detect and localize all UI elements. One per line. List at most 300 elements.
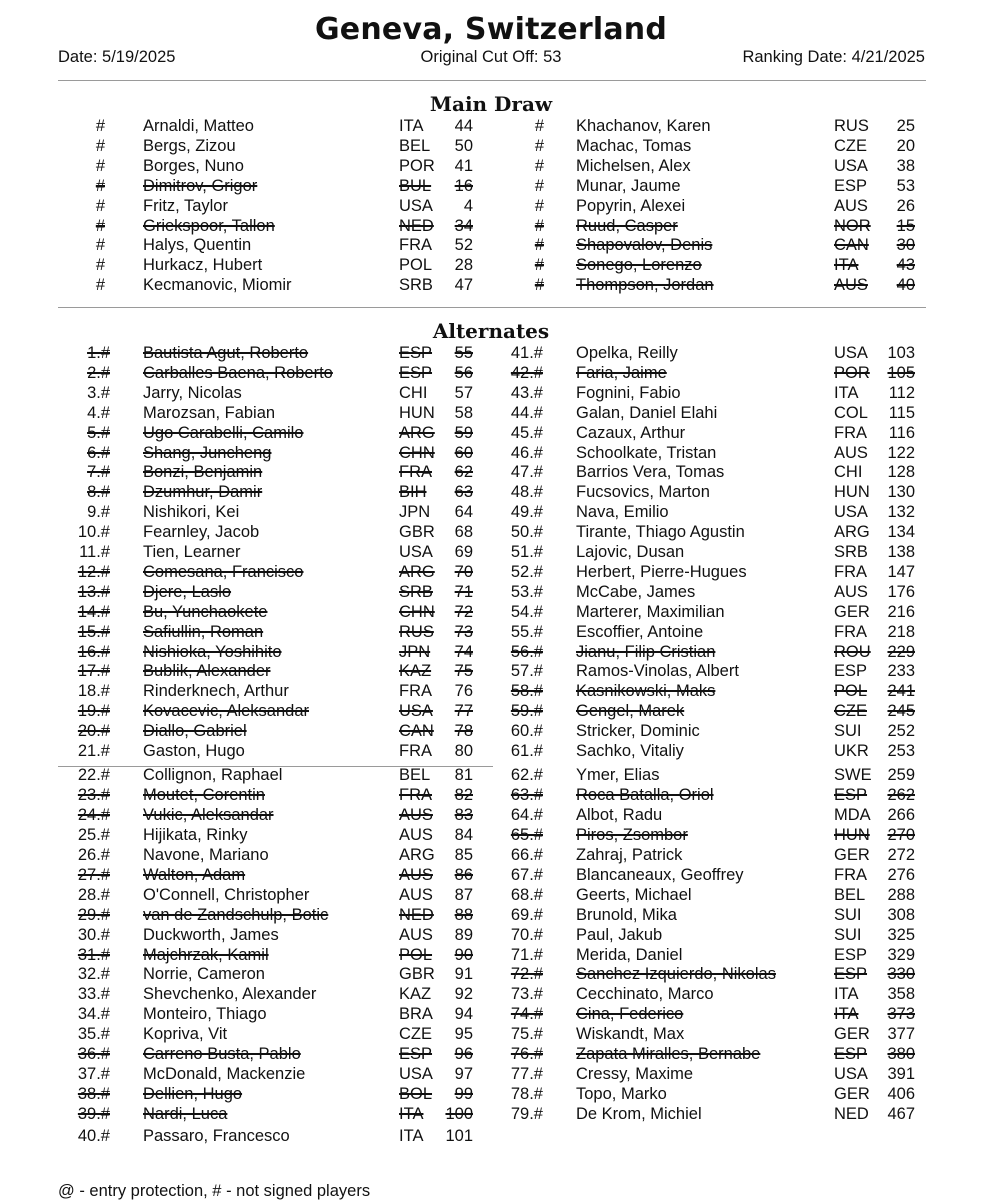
player-country: ROU xyxy=(834,642,871,661)
entry-number: 31.# xyxy=(77,945,110,964)
player-rank: 73 xyxy=(454,622,473,641)
player-row xyxy=(505,275,965,295)
player-rank: 74 xyxy=(454,642,473,661)
player-name: Ymer, Elias xyxy=(576,766,660,785)
player-name: Jarry, Nicolas xyxy=(143,383,242,402)
player-row xyxy=(58,423,518,443)
player-rank: 218 xyxy=(887,622,915,641)
entry-number: 74.# xyxy=(510,1005,543,1024)
player-country: FRA xyxy=(399,236,432,255)
player-name: Borges, Nuno xyxy=(143,156,244,175)
player-row xyxy=(58,482,518,502)
player-row xyxy=(58,542,518,562)
player-rank: 75 xyxy=(454,662,473,681)
entry-number: 36.# xyxy=(77,1045,110,1063)
entry-number: # xyxy=(534,196,544,215)
player-row xyxy=(58,885,518,905)
alternates-title: Alternates xyxy=(432,319,550,343)
player-row xyxy=(505,945,965,965)
player-name: Opelka, Reilly xyxy=(576,344,678,362)
player-rank: 83 xyxy=(454,806,473,825)
entry-number: 29.# xyxy=(77,905,110,924)
player-country: GER xyxy=(834,846,870,864)
player-row xyxy=(505,582,965,602)
entry-number: # xyxy=(95,196,105,215)
player-row xyxy=(505,156,965,176)
entry-number: 13.# xyxy=(77,582,110,601)
player-name: Bublik, Alexander xyxy=(143,662,271,681)
player-row xyxy=(58,1024,518,1044)
player-country: ITA xyxy=(834,985,859,1004)
player-rank: 288 xyxy=(887,885,915,904)
player-row xyxy=(58,825,518,845)
entry-number: 53.# xyxy=(510,582,543,601)
player-name: Duckworth, James xyxy=(143,925,279,944)
player-rank: 272 xyxy=(887,846,915,864)
player-rank: 308 xyxy=(887,905,915,924)
entry-number: 55.# xyxy=(510,622,543,641)
player-country: FRA xyxy=(399,463,432,482)
entry-number: # xyxy=(534,117,544,135)
player-rank: 16 xyxy=(454,176,473,195)
player-rank: 69 xyxy=(454,543,473,561)
entry-number: 73.# xyxy=(510,985,543,1004)
player-country: CZE xyxy=(399,1025,432,1044)
player-country: CHN xyxy=(399,602,435,621)
player-rank: 270 xyxy=(887,826,915,845)
entry-number: 66.# xyxy=(510,846,543,864)
player-rank: 276 xyxy=(887,865,915,884)
player-name: Ugo Carabelli, Camilo xyxy=(143,423,304,442)
player-name: Bu, Yunchaokete xyxy=(143,602,268,621)
player-name: Thompson, Jordan xyxy=(576,276,714,295)
player-row xyxy=(505,502,965,522)
player-row xyxy=(58,805,518,825)
ranking-date: Ranking Date: 4/21/2025 xyxy=(742,48,925,66)
player-name: Kecmanovic, Miomir xyxy=(143,276,292,295)
player-country: COL xyxy=(834,403,868,422)
entry-number: # xyxy=(534,276,544,295)
player-rank: 391 xyxy=(887,1064,915,1083)
player-country: UKR xyxy=(834,742,869,760)
player-rank: 128 xyxy=(887,463,915,482)
player-rank: 68 xyxy=(454,523,473,542)
player-country: ESP xyxy=(399,363,433,382)
player-name: Gaston, Hugo xyxy=(143,742,245,760)
player-rank: 101 xyxy=(445,1127,473,1146)
player-name: Walton, Adam xyxy=(143,865,246,884)
player-country: ESP xyxy=(834,1045,868,1063)
player-country: SWE xyxy=(834,766,872,785)
player-country: HUN xyxy=(834,483,870,502)
player-country: CHI xyxy=(399,383,428,402)
player-row xyxy=(505,741,965,761)
player-name: Schoolkate, Tristan xyxy=(576,443,717,462)
entry-number: 37.# xyxy=(77,1064,110,1083)
player-row xyxy=(505,443,965,463)
player-name: Cazaux, Arthur xyxy=(576,423,686,442)
entry-number: 23.# xyxy=(77,786,110,805)
player-country: POL xyxy=(834,682,868,701)
entry-number: 17.# xyxy=(77,662,110,681)
player-rank: 122 xyxy=(887,443,915,462)
player-country: ITA xyxy=(399,1104,424,1123)
entry-number: 26.# xyxy=(77,846,110,864)
player-name: Griekspoor, Tallon xyxy=(143,216,275,235)
player-name: Fucsovics, Marton xyxy=(576,483,710,502)
entry-number: 21.# xyxy=(77,742,110,760)
player-country: AUS xyxy=(399,885,433,904)
player-row xyxy=(505,383,965,403)
player-rank: 15 xyxy=(896,216,915,235)
player-rank: 253 xyxy=(887,742,915,760)
player-country: SUI xyxy=(834,925,862,944)
player-name: O'Connell, Christopher xyxy=(143,885,310,904)
player-country: ESP xyxy=(399,1045,433,1063)
player-row xyxy=(58,443,518,463)
player-country: AUS xyxy=(399,806,433,825)
entry-number: 35.# xyxy=(77,1025,110,1044)
player-country: FRA xyxy=(834,865,867,884)
player-rank: 64 xyxy=(454,503,473,522)
entry-number: 77.# xyxy=(510,1064,543,1083)
player-country: BOL xyxy=(399,1084,433,1103)
player-name: Piros, Zsombor xyxy=(576,826,688,845)
player-name: Dzumhur, Damir xyxy=(143,483,263,502)
player-rank: 72 xyxy=(454,602,473,621)
entry-number: 76.# xyxy=(510,1045,543,1063)
player-row xyxy=(505,865,965,885)
player-rank: 132 xyxy=(887,503,915,522)
player-country: ESP xyxy=(834,965,868,984)
player-rank: 70 xyxy=(454,562,473,581)
entry-number: 75.# xyxy=(510,1025,543,1044)
player-row xyxy=(505,116,965,136)
entry-number: 28.# xyxy=(77,885,110,904)
player-name: Fognini, Fabio xyxy=(576,383,681,402)
player-rank: 43 xyxy=(896,256,915,275)
entry-number: 62.# xyxy=(510,766,543,785)
player-country: FRA xyxy=(399,786,432,805)
player-country: AUS xyxy=(399,865,433,884)
entry-number: 70.# xyxy=(510,925,543,944)
player-row xyxy=(58,765,518,785)
entry-number: # xyxy=(95,256,105,275)
player-name: van de Zandschulp, Botic xyxy=(143,905,329,924)
player-name: Carballes Baena, Roberto xyxy=(143,363,333,382)
entry-number: 67.# xyxy=(510,865,543,884)
player-rank: 76 xyxy=(454,682,473,701)
player-name: Hijikata, Rinky xyxy=(143,826,248,845)
player-row xyxy=(505,622,965,642)
entry-number: 69.# xyxy=(510,905,543,924)
player-row xyxy=(505,235,965,255)
player-name: Djere, Laslo xyxy=(143,582,232,601)
player-country: USA xyxy=(834,1064,868,1083)
player-name: Cecchinato, Marco xyxy=(576,985,714,1004)
player-rank: 78 xyxy=(454,722,473,741)
player-name: Nardi, Luca xyxy=(143,1104,228,1123)
player-rank: 85 xyxy=(454,846,473,864)
player-row xyxy=(58,562,518,582)
player-name: McCabe, James xyxy=(576,582,696,601)
player-rank: 112 xyxy=(888,383,915,402)
player-name: Dellien, Hugo xyxy=(143,1084,243,1103)
player-country: POR xyxy=(834,363,870,382)
player-country: BEL xyxy=(399,136,431,155)
entry-number: 40.# xyxy=(77,1127,110,1146)
player-country: JPN xyxy=(399,642,431,661)
player-row xyxy=(58,602,518,622)
player-rank: 216 xyxy=(887,602,915,621)
entry-number: 30.# xyxy=(77,925,110,944)
main-draw-title: Main Draw xyxy=(429,92,553,116)
player-name: Nishikori, Kei xyxy=(143,503,240,522)
player-row xyxy=(505,255,965,275)
page-title: Geneva, Switzerland xyxy=(314,12,668,47)
player-row xyxy=(505,905,965,925)
player-name: Cina, Federico xyxy=(576,1005,684,1024)
player-rank: 84 xyxy=(454,826,473,845)
player-rank: 130 xyxy=(887,483,915,502)
entry-number: 24.# xyxy=(77,806,110,825)
player-country: BEL xyxy=(834,885,866,904)
player-country: ARG xyxy=(399,846,435,864)
player-row xyxy=(58,1104,518,1124)
player-row xyxy=(58,845,518,865)
player-row xyxy=(58,642,518,662)
player-rank: 60 xyxy=(454,443,473,462)
player-name: Cressy, Maxime xyxy=(576,1064,694,1083)
player-rank: 58 xyxy=(454,403,473,422)
player-name: Fearnley, Jacob xyxy=(143,523,260,542)
entry-number: 57.# xyxy=(510,662,543,681)
player-rank: 80 xyxy=(454,742,473,760)
player-row xyxy=(58,681,518,701)
player-country: SUI xyxy=(834,905,862,924)
entry-number: 50.# xyxy=(510,523,543,542)
player-name: Marozsan, Fabian xyxy=(143,403,276,422)
player-row xyxy=(505,1004,965,1024)
player-row xyxy=(505,462,965,482)
player-rank: 88 xyxy=(454,905,473,924)
player-name: Ruud, Casper xyxy=(576,216,678,235)
player-rank: 63 xyxy=(454,483,473,502)
entry-number: 1.# xyxy=(87,344,110,362)
player-row xyxy=(505,785,965,805)
player-rank: 55 xyxy=(454,344,473,362)
player-name: Jianu, Filip Cristian xyxy=(576,642,716,661)
player-row xyxy=(505,602,965,622)
player-rank: 38 xyxy=(896,156,915,175)
player-rank: 44 xyxy=(454,117,473,135)
player-country: RUS xyxy=(834,117,869,135)
player-row xyxy=(505,642,965,662)
player-name: Zapata Miralles, Bernabe xyxy=(576,1045,761,1063)
player-row xyxy=(505,681,965,701)
player-row xyxy=(58,1084,518,1104)
player-rank: 325 xyxy=(887,925,915,944)
list-date: Date: 5/19/2025 xyxy=(58,48,176,66)
player-row xyxy=(505,984,965,1004)
player-name: Bautista Agut, Roberto xyxy=(143,344,309,362)
entry-number: 46.# xyxy=(510,443,543,462)
entry-number: 11.# xyxy=(79,543,110,561)
player-rank: 380 xyxy=(887,1045,915,1063)
player-country: SUI xyxy=(834,722,862,741)
player-name: Galan, Daniel Elahi xyxy=(576,403,718,422)
player-country: BUL xyxy=(399,176,432,195)
player-name: Comesana, Francisco xyxy=(143,562,304,581)
entry-number: 63.# xyxy=(510,786,543,805)
player-name: McDonald, Mackenzie xyxy=(143,1064,306,1083)
player-name: Marterer, Maximilian xyxy=(576,602,725,621)
player-row xyxy=(505,1104,965,1124)
player-name: Sachko, Vitaliy xyxy=(576,742,684,760)
player-country: USA xyxy=(399,1064,433,1083)
player-country: POL xyxy=(399,945,433,964)
player-rank: 47 xyxy=(454,276,473,295)
player-row xyxy=(58,865,518,885)
entry-number: 32.# xyxy=(77,965,110,984)
player-rank: 176 xyxy=(887,582,915,601)
entry-number: # xyxy=(95,236,105,255)
player-name: Paul, Jakub xyxy=(576,925,663,944)
entry-number: 44.# xyxy=(510,403,543,422)
player-row xyxy=(505,721,965,741)
player-row xyxy=(58,785,518,805)
player-name: Gengel, Marek xyxy=(576,702,685,721)
player-country: AUS xyxy=(399,826,433,845)
entry-number: 65.# xyxy=(510,826,543,845)
player-rank: 91 xyxy=(454,965,473,984)
player-country: BRA xyxy=(399,1005,433,1024)
player-country: ESP xyxy=(834,945,868,964)
player-row xyxy=(58,116,518,136)
player-name: Herbert, Pierre-Hugues xyxy=(576,562,747,581)
player-rank: 100 xyxy=(445,1104,473,1123)
player-rank: 59 xyxy=(454,423,473,442)
entry-number: # xyxy=(95,117,105,135)
player-name: Sonego, Lorenzo xyxy=(576,256,702,275)
player-rank: 138 xyxy=(887,543,915,561)
player-name: Bergs, Zizou xyxy=(143,136,236,155)
player-name: Blancaneaux, Geoffrey xyxy=(576,865,744,884)
player-name: De Krom, Michiel xyxy=(576,1104,702,1123)
player-row xyxy=(58,383,518,403)
player-country: KAZ xyxy=(399,985,432,1004)
player-country: FRA xyxy=(834,423,867,442)
player-name: Geerts, Michael xyxy=(576,885,692,904)
entry-number: 25.# xyxy=(77,826,110,845)
player-row xyxy=(58,343,518,363)
entry-number: 52.# xyxy=(510,562,543,581)
player-country: ITA xyxy=(834,383,859,402)
player-row xyxy=(58,1004,518,1024)
player-rank: 99 xyxy=(454,1084,473,1103)
player-country: POR xyxy=(399,156,435,175)
entry-number: 71.# xyxy=(510,945,543,964)
entry-number: 41.# xyxy=(510,344,543,362)
player-name: Vukic, Aleksandar xyxy=(143,806,274,825)
entry-number: 49.# xyxy=(510,503,543,522)
player-row xyxy=(505,765,965,785)
entry-number: 78.# xyxy=(510,1084,543,1103)
footer-legend: @ - entry protection, # - not signed players xyxy=(58,1182,371,1200)
player-name: Wiskandt, Max xyxy=(576,1025,685,1044)
player-row xyxy=(505,403,965,423)
entry-number: # xyxy=(534,256,544,275)
player-name: Hurkacz, Hubert xyxy=(143,256,263,275)
player-row xyxy=(505,1064,965,1084)
player-country: USA xyxy=(399,702,433,721)
player-name: Shang, Juncheng xyxy=(143,443,272,462)
player-rank: 252 xyxy=(887,722,915,741)
player-country: AUS xyxy=(399,925,433,944)
entry-number: 20.# xyxy=(77,722,110,741)
player-rank: 329 xyxy=(887,945,915,964)
entry-number: # xyxy=(95,216,105,235)
entry-number: 22.# xyxy=(77,766,110,785)
section-divider xyxy=(58,307,926,308)
entry-number: 61.# xyxy=(510,742,543,760)
player-name: Passaro, Francesco xyxy=(143,1127,290,1146)
player-name: Khachanov, Karen xyxy=(576,117,711,135)
player-rank: 134 xyxy=(887,523,915,542)
player-row xyxy=(58,661,518,681)
player-country: BEL xyxy=(399,766,431,785)
player-name: Navone, Mariano xyxy=(143,846,269,864)
player-country: HUN xyxy=(399,403,435,422)
player-row xyxy=(505,136,965,156)
entry-number: 60.# xyxy=(510,722,543,741)
player-row xyxy=(58,522,518,542)
player-name: Arnaldi, Matteo xyxy=(143,117,254,135)
player-country: CHN xyxy=(399,443,435,462)
player-row xyxy=(505,542,965,562)
player-row xyxy=(505,176,965,196)
player-row xyxy=(58,905,518,925)
player-row xyxy=(58,925,518,945)
player-country: ITA xyxy=(834,1005,859,1024)
player-name: Kovacevic, Aleksandar xyxy=(143,702,310,721)
player-name: Kopriva, Vit xyxy=(143,1025,228,1044)
player-country: USA xyxy=(834,503,868,522)
player-rank: 28 xyxy=(454,256,473,275)
player-country: AUS xyxy=(834,582,868,601)
player-row xyxy=(58,964,518,984)
player-country: GER xyxy=(834,1025,870,1044)
entry-number: 3.# xyxy=(87,383,110,402)
player-row xyxy=(58,1044,518,1064)
player-country: FRA xyxy=(399,742,432,760)
player-row xyxy=(505,805,965,825)
player-country: GBR xyxy=(399,523,435,542)
player-row xyxy=(58,403,518,423)
player-rank: 77 xyxy=(454,702,473,721)
player-country: CZE xyxy=(834,136,867,155)
player-row xyxy=(58,945,518,965)
player-rank: 87 xyxy=(454,885,473,904)
player-rank: 373 xyxy=(887,1005,915,1024)
entry-number: 16.# xyxy=(77,642,110,661)
player-country: USA xyxy=(834,156,868,175)
player-country: NED xyxy=(834,1104,869,1123)
player-name: Barrios Vera, Tomas xyxy=(576,463,725,482)
player-row xyxy=(58,363,518,383)
player-country: USA xyxy=(834,344,868,362)
player-country: AUS xyxy=(834,443,868,462)
